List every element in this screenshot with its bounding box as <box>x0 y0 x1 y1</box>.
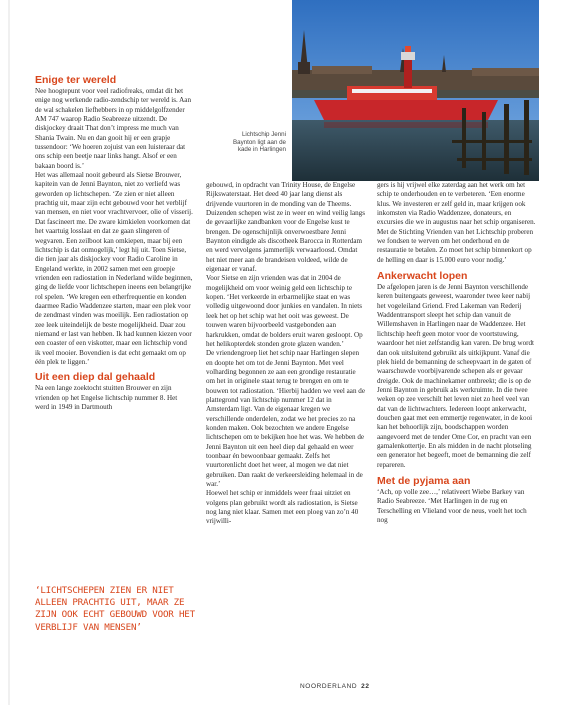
paragraph: De vriendengroep liet het schip naar Harlingen slepen en doopte het om tot de Jenni Baynton. Met veel volharding begonnen ze aan een grondige restauratie om het in originele staat terug te brengen en om te bouwen tot radiostation. ‘Hierbij hadden we veel aan de plattegrond van lichtschip nummer 12 dat in Amsterdam ligt. Van de eigenaar kregen we verschillende onderdelen, zodat we het precies zo na konden maken. Ook bezochten we andere Engelse lichtschepen om te bekijken hoe het was. We hebben de Jenni Baynton uit een heel diep dal gehaald en weer toonbaar én bewoonbaar gemaakt. Zelfs het vuurtorenlicht doet het weer, al mogen we dat niet gebruiken. Dan raakt de verkeersleiding helemaal in de war.’ <box>206 349 365 488</box>
paragraph: De afgelopen jaren is de Jenni Baynton verschillende keren buitengaats geweest, waaronder twee keer nabij het vogeleiland Griend. Fred Lakeman van Rederij Waddentransport sleept het schip dan vanuit de Willemshaven in Harlingen naar de Waddenzee. Het lichtschip heeft geen motor voor de voortstuwing, waardoor het niet zelfstandig kan varen. De brug wordt dan ook uitsluitend gebruikt als uitkijkpunt. Vanaf die plek hield de bemanning de scheepvaart in de gaten of waarschuwde voorbijvarende schepen als er gevaar dreigde. Ook de machinekamer ontbreekt; die is op de Jenni Baynton in gebruik als werkruimte. In die twee weken op zee verschilt het leven niet zo heel veel van dat van de lichtwachters. Iedereen loopt ankerwacht, douchen gaat met een emmertje regenwater, in de kooi kan het behoorlijk zijn, boodschappen worden aangevoerd met de tender Ome Cor, en pracht van een gamalenkottertje. En als midden in de nacht plotseling een generator het begeeft, moet de bemanning die zelf repareren. <box>377 283 534 469</box>
paragraph: Voor Sietse en zijn vrienden was dat in 2004 de mogelijkheid om voor weinig geld een lichtschip te kopen. ‘Het verkeerde in erbarmelijke staat en was volledig uitgewoond door junkies en vandalen. In niets leek het op het schip wat het ooit was geweest. De touwen waren bijvoorbeeld vastgebonden aan harkrukken, omdat de bolders eruit waren gesloopt. Op het helikopterdek stonden grote glazen wanden.’ <box>206 274 363 348</box>
subheading-uit-een-diep-dal: Uit een diep dal gehaald <box>35 371 156 384</box>
subheading-ankerwacht-lopen: Ankerwacht lopen <box>377 270 468 283</box>
paragraph: Het was allemaal nooit gebeurd als Sietse Brouwer, kapitein van de Jenni Baynton, niet zo verliefd was geworden op lichtschepen. ‘Ze zien er niet alleen prachtig uit, maar zijn echt gebouwd voor het verblijf van mensen, en niet voor vrachtvervoer, olie of visserij. Dat fascineert me. De zware kimkielen voorkomen dat het vaartuig losslaat en dat ze gaan slingeren of wegvaren. Een zeilboot kan omkiepen, maar bij een lichtschip is dat onmogelijk,’ legt hij uit. Toen Sietse, die tien jaar als diskjockey voor Radio Caroline in Engeland werkte, in 2002 samen met een groepje vrienden een radiostation in Nederland wilde beginnen, ging de liefde voor lichtschepen ineens een belangrijke rol spelen. ‘We kregen een etherfrequentie en konden daarmee Radio Waddenzee starten, maar een plek voor de zendmast vinden was moeilijk. Een radiostation op zee leek uiteindelijk de beste mogelijkheid. Daar zou niemand er last van hebben. Ik had kunnen kiezen voor een coaster of een viskotter, maar een lichtschip vond ik veel mooier. Bovendien is dat echt gemaakt om op één plek te liggen.’ <box>35 171 193 366</box>
subheading-enige-ter-wereld: Enige ter wereld <box>35 74 117 86</box>
paragraph: ‘Ach, op volle zee…,’ relativeert Wiebe Barkey van Radio Seabreeze. ‘Met Harlingen in de rug en Terschelling en Vlieland voor de neus, voelt het toch nog <box>377 487 527 524</box>
page-gutter-shadow <box>8 0 10 705</box>
page-footer <box>300 683 370 690</box>
pull-quote: ‘LICHTSCHEPEN ZIEN ER NIET ALLEEN PRACHTIG UIT, MAAR ZE ZIJN OOK ECHT GEBOUWD VOOR HET VERBLIJF VAN MENSEN’ <box>35 585 195 633</box>
paragraph: Nee hoogtepunt voor veel radiofreaks, omdat dit het enige nog werkende radio-zendschip ter wereld is. Aan de wal schakelen liefhebbers in op middelgolfzender AM 747 waarop Radio Seabreeze uitzendt. De diskjockey draait That don’t impress me much van Shania Twain. Nu en dan gooit hij er een grapje tussendoor: ‘We hoeren zojuist van een luisteraar dat ons schip een beetje naar links hangt. Alsof er een bakaan boord is.’ <box>35 87 192 170</box>
subheading-met-de-pyjama-aan: Met de pyjama aan <box>377 474 471 487</box>
paragraph: gers is hij vrijwel elke zaterdag aan het werk om het schip te onderhouden en te verbeteren. ‘Een enorme klus. We investeren er zelf geld in, maar krijgen ook inkomsten via Radio Waddenzee, donateurs, en excursies die we in augustus naar het schip organiseren. Met de Stichting Vrienden van het Lichtschip proberen we fondsen te werven om het onderhoud en de restauratie te betalen. Zo moet het schip binnenkort op de helling en daar is 15.000 euro voor nodig.’ <box>377 181 536 264</box>
page-number: 22 <box>361 683 370 690</box>
column-middle <box>206 181 366 527</box>
paragraph: Na een lange zoektocht stuitten Brouwer en zijn vrienden op het Engelse lichtschip nummer 8. Het werd in 1949 in Dartmouth <box>35 384 178 411</box>
column-right <box>377 181 539 525</box>
photo-caption: Lichtschip Jenni Baynton ligt aan de kade in Harlingen <box>233 131 286 154</box>
column-left <box>35 74 193 412</box>
paragraph: gebouwd, in opdracht van Trinity House, de Engelse Rijkswaterstaat. Het deed 40 jaar lang dienst als drijvende vuurtoren in de monding van de Theems. Duizenden schepen wist ze in weer en wind veilig langs de gevaarlijke zandbanken voor de Engelse kust te brengen. De ogenschijnlijk onverwoestbare Jenni Baynton eindigde als discotheek Barocca in Rotterdam en werd vervolgens jammerlijk verwaarloosd. Omdat het niet meer aan de brandeisen voldeed, wilde de eigenaar er vanaf. <box>206 181 365 274</box>
magazine-name: NOORDERLAND <box>300 683 358 690</box>
lightship-photo <box>292 0 539 181</box>
paragraph: Hoewel het schip er inmiddels weer fraai uitziet en volgens plan gebruikt wordt als radiostation, is Sietse nog lang niet klaar. Samen met een ploeg van zo’n 40 vrijwilli- <box>206 489 359 526</box>
